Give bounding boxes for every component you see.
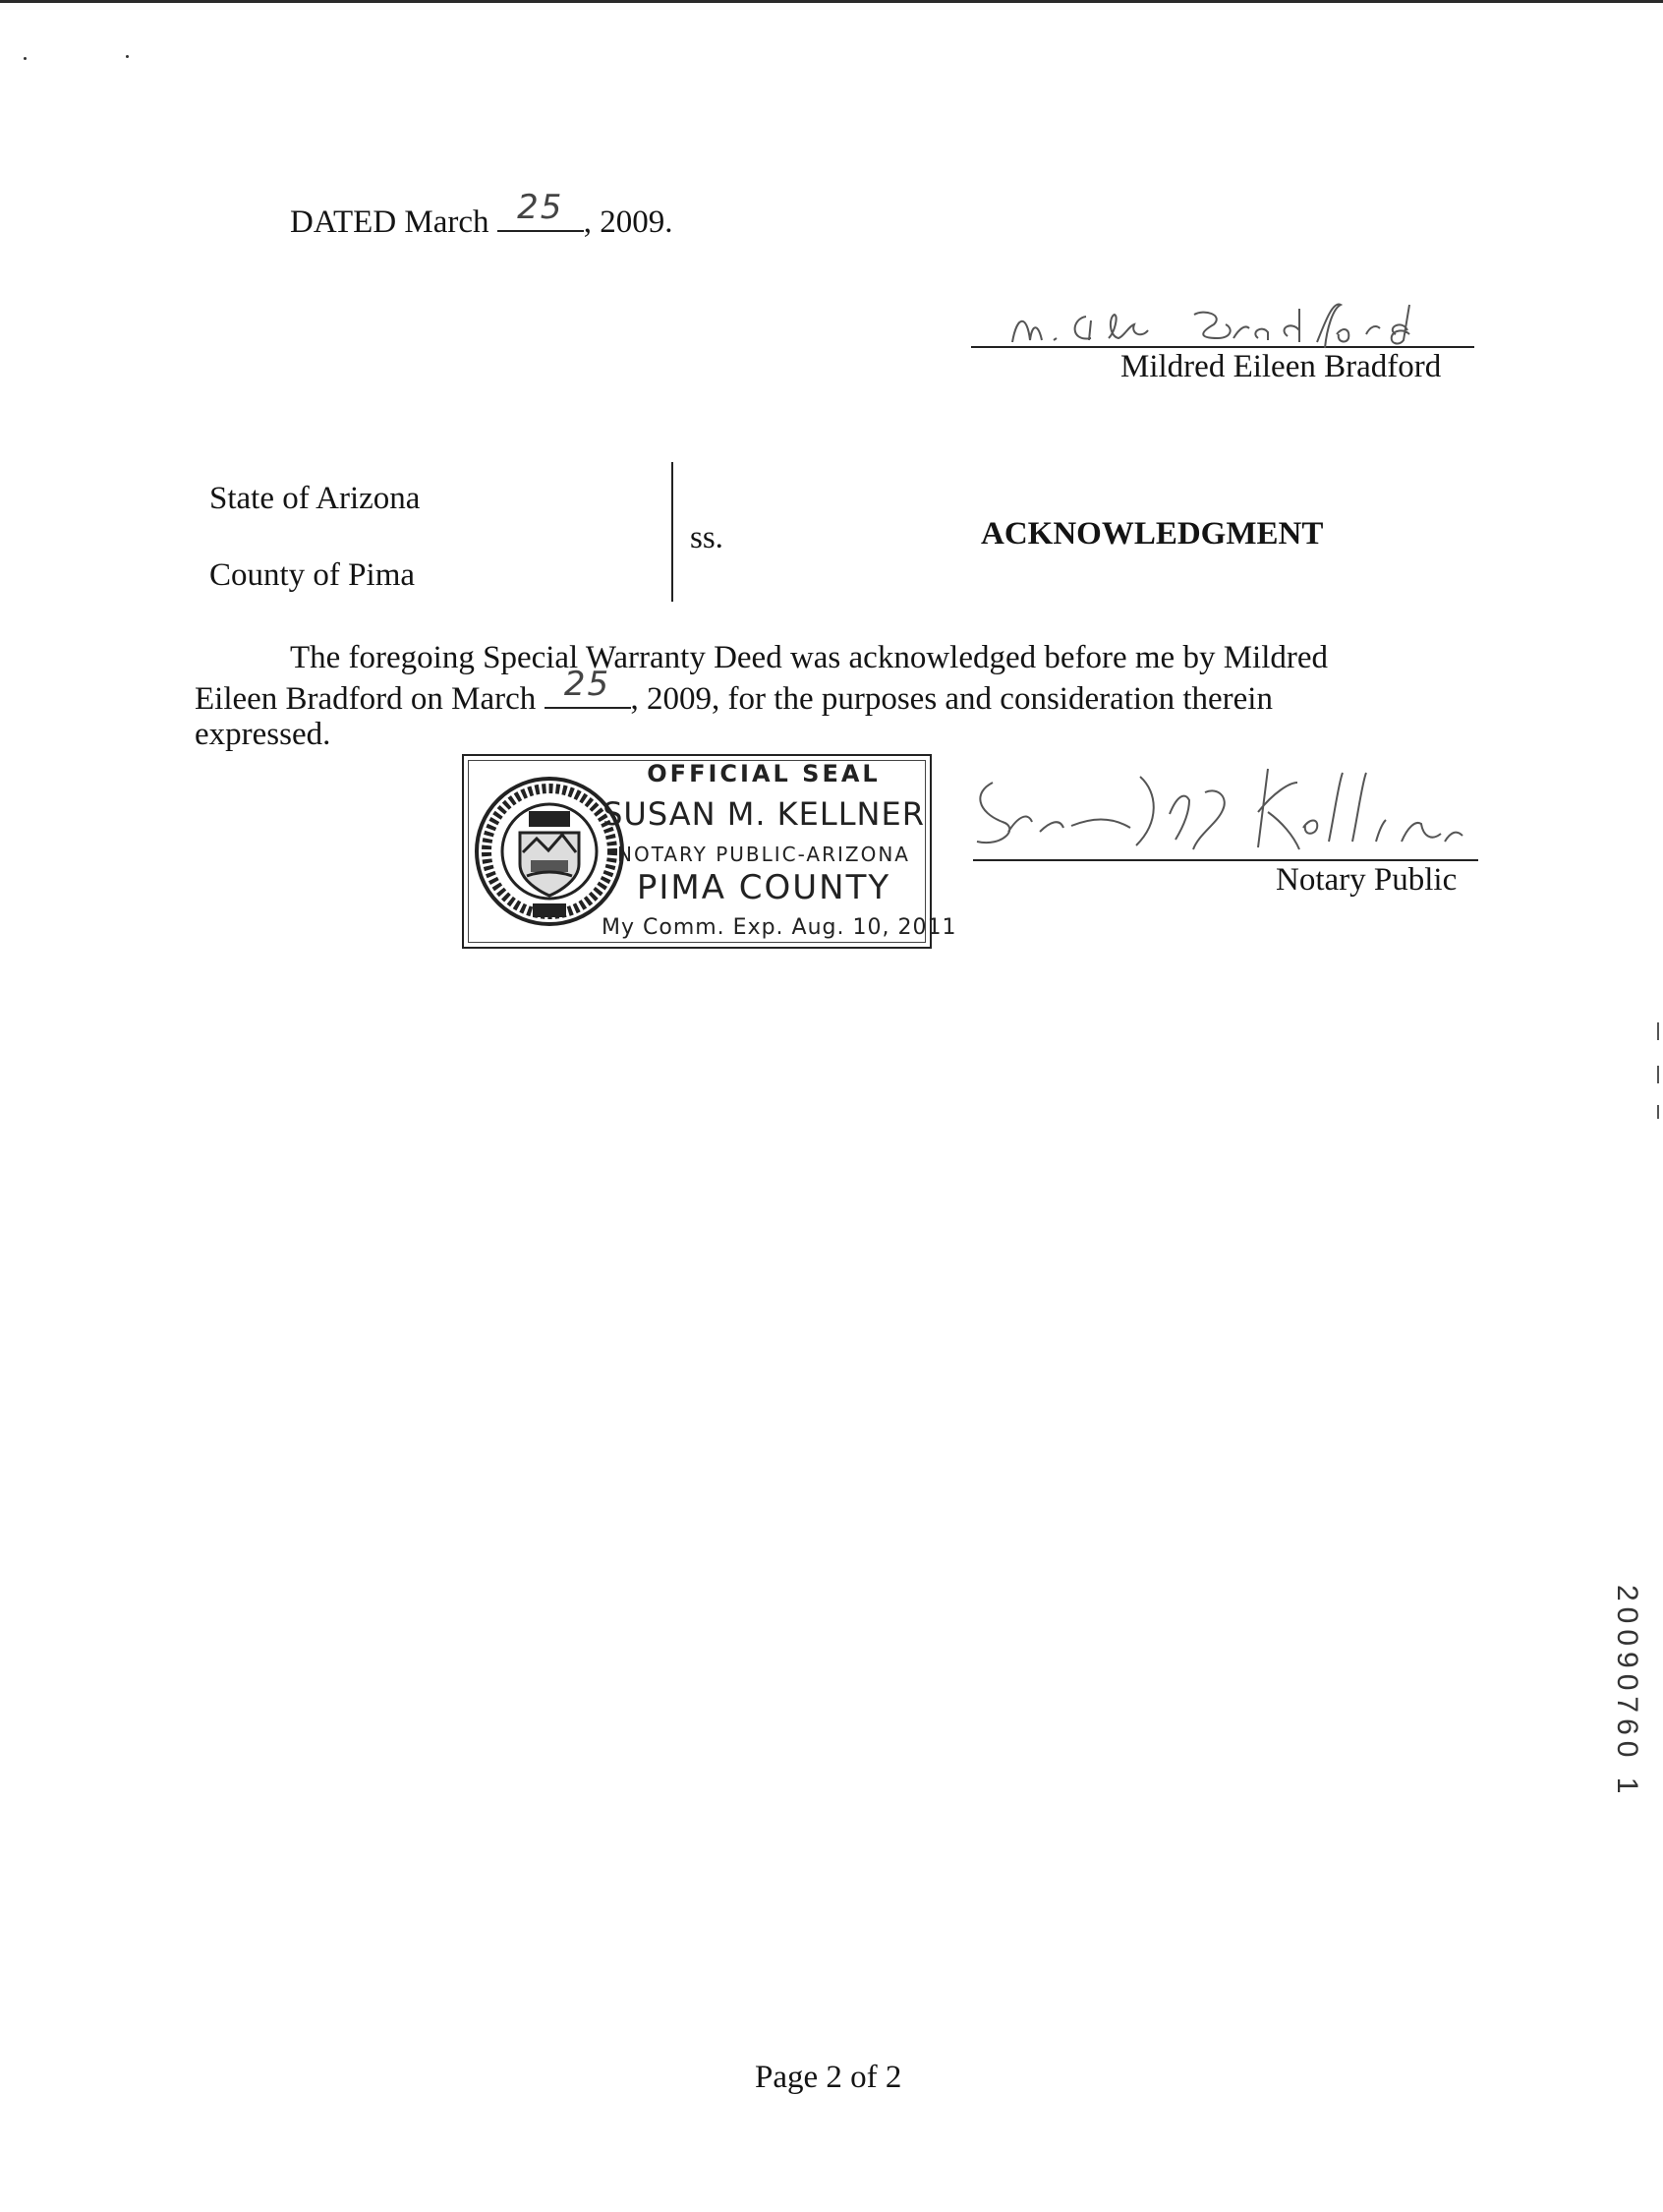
notary-public-label: Notary Public [1276, 862, 1458, 898]
scan-edge-line [0, 0, 1663, 3]
seal-notary-name: SUSAN M. KELLNER [602, 795, 925, 833]
dated-suffix: , 2009. [583, 204, 673, 240]
acknowledgment-line-2 [195, 665, 1273, 720]
grantor-signature-scribble [993, 295, 1464, 350]
scan-edge-tick [1657, 1105, 1659, 1119]
seal-expiry: My Comm. Exp. Aug. 10, 2011 [602, 915, 957, 940]
venue-county: County of Pima [209, 557, 416, 593]
grantor-signature [993, 295, 1464, 350]
seal-county: PIMA COUNTY [636, 868, 891, 907]
scan-speck [24, 57, 27, 60]
dated-day-handwritten: 25 [517, 188, 564, 228]
venue-ss: ss. [690, 520, 723, 555]
grantor-printed-name: Mildred Eileen Bradford [1120, 349, 1442, 384]
dated-prefix: DATED March [290, 204, 489, 240]
seal-notary-role: NOTARY PUBLIC-ARIZONA [616, 843, 910, 866]
notary-signature-scribble [963, 763, 1484, 857]
venue-state: State of Arizona [209, 481, 421, 516]
scan-speck [126, 55, 129, 58]
venue-bracket-line [671, 462, 673, 602]
notary-seal-stamp [462, 754, 957, 949]
acknowledgment-line-1: The foregoing Special Warranty Deed was acknowledged before me by Mildred [290, 640, 1329, 675]
scan-edge-tick [1657, 1066, 1659, 1083]
acknowledgment-line-3: expressed. [195, 717, 331, 752]
acknowledgment-day-blank [545, 665, 631, 709]
page-number: Page 2 of 2 [755, 2060, 902, 2095]
dated-line [290, 188, 673, 243]
notary-signature [963, 763, 1484, 857]
dated-day-blank [497, 188, 584, 232]
acknowledgment-line-2-suffix: , 2009, for the purposes and consideration therein [630, 681, 1273, 717]
acknowledgment-day-handwritten: 25 [563, 665, 611, 705]
acknowledgment-line-2-prefix: Eileen Bradford on March [195, 681, 537, 717]
scan-edge-tick [1657, 1022, 1659, 1040]
recording-number: 20090760 1 [1611, 1585, 1643, 1800]
acknowledgment-heading: ACKNOWLEDGMENT [981, 516, 1324, 552]
seal-title: OFFICIAL SEAL [647, 760, 881, 787]
